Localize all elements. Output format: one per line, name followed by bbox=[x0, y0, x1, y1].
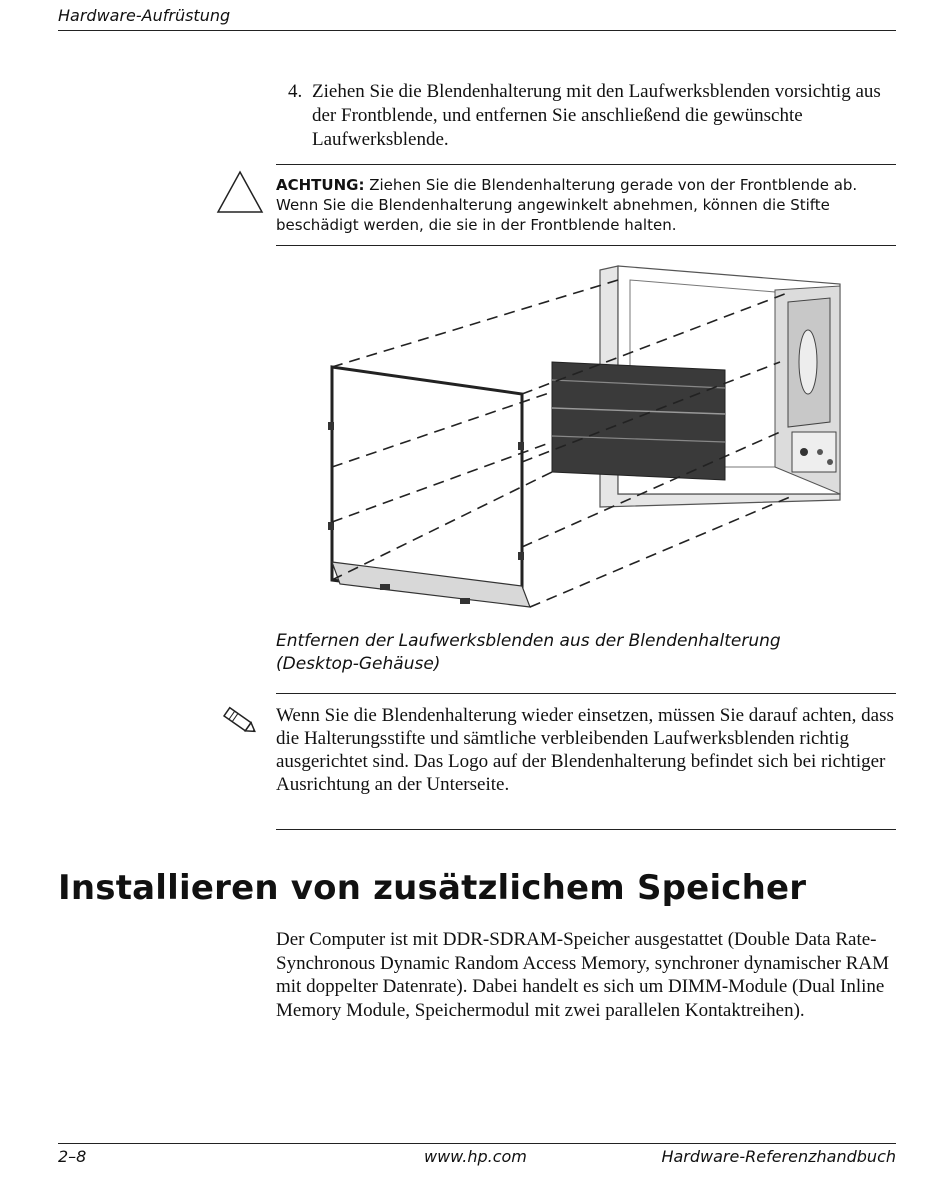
drive-blanks-drawing bbox=[552, 362, 725, 480]
footer-book-title: Hardware-Referenzhandbuch bbox=[661, 1147, 896, 1166]
section-heading: Installieren von zusätzlichem Speicher bbox=[58, 868, 807, 908]
note-text: Wenn Sie die Blendenhalterung wieder einsetzen, müssen Sie darauf achten, dass die Halterungsstifte und sämtliche verbleibenden Laufwerksblenden richtig ausgerichtet sind. Das Logo auf der Blendenhalterung befindet sich bei richtiger Ausrichtung an der Unterseite. bbox=[276, 705, 894, 795]
header-rule bbox=[58, 30, 896, 31]
step-number: 4. bbox=[288, 81, 303, 102]
figure-caption bbox=[276, 630, 896, 676]
caution-label: ACHTUNG: bbox=[276, 176, 365, 194]
note-rule-top bbox=[276, 693, 896, 694]
footer-page-number: 2–8 bbox=[58, 1147, 87, 1166]
caution-body: Ziehen Sie die Blendenhalterung gerade von der Frontblende ab. Wenn Sie die Blendenhalterung angewinkelt abnehmen, können die Stifte beschädigt werden, die sie in der Frontblende halten. bbox=[276, 176, 858, 234]
running-header-title: Hardware-Aufrüstung bbox=[58, 6, 231, 25]
figure-caption-line2: (Desktop-Gehäuse) bbox=[276, 654, 441, 674]
step-text: Ziehen Sie die Blendenhalterung mit den Laufwerksblenden vorsichtig aus der Frontblende, und entfernen Sie anschließend die gewünschte Laufwerksblende. bbox=[312, 81, 881, 150]
figure-caption-line1: Entfernen der Laufwerksblenden aus der Blendenhalterung bbox=[276, 631, 781, 651]
body-paragraph: Der Computer ist mit DDR-SDRAM-Speicher ausgestattet (Double Data Rate-Synchronous Dynamic Random Access Memory, synchroner dynamischer RAM mit doppelter Datenrate). Dabei handelt es sich um DIMM-Module (Dual Inline Memory Module, Speichermodul mit zwei parallelen Kontaktreihen). bbox=[276, 929, 889, 1021]
caution-text bbox=[276, 175, 896, 235]
warning-triangle-icon bbox=[216, 170, 264, 214]
note-rule-bottom bbox=[276, 829, 896, 830]
footer-rule bbox=[58, 1143, 896, 1144]
caution-rule-bottom bbox=[276, 245, 896, 246]
bezel-removal-illustration bbox=[320, 262, 855, 627]
bezel-bracket-drawing bbox=[328, 367, 530, 607]
pencil-note-icon bbox=[218, 703, 262, 739]
caution-rule-top bbox=[276, 164, 896, 165]
footer-url: www.hp.com bbox=[424, 1147, 527, 1166]
